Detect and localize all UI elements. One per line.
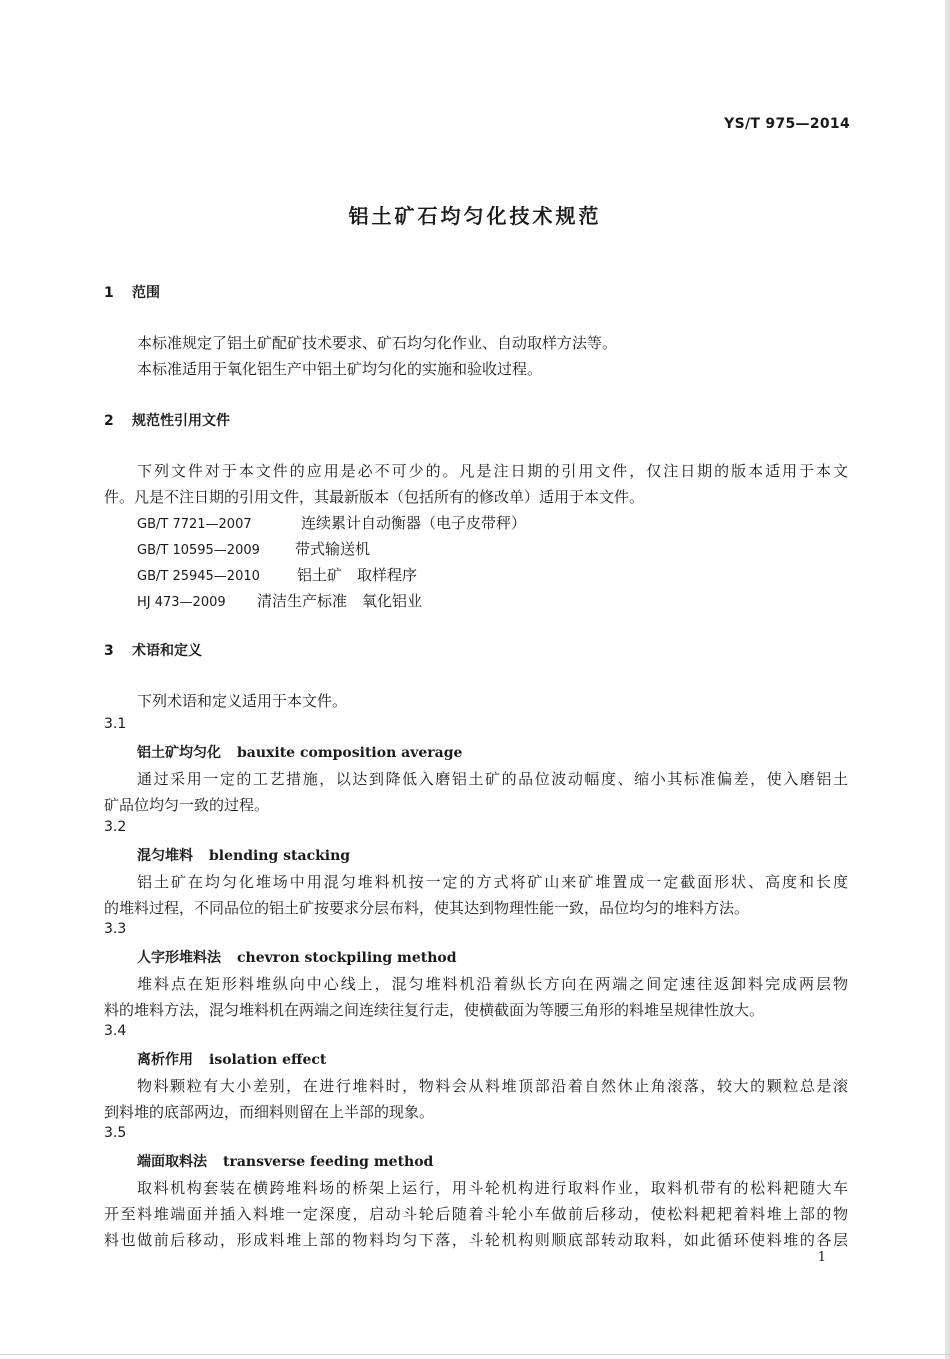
document-code: YS/T 975—2014 (724, 116, 850, 132)
definition-line: 铝土矿在均匀化堆场中用混匀堆料机按一定的方式将矿山来矿堆置成一定截面形状、高度和长度 (137, 873, 848, 891)
definition-line: 料的堆料方法，混匀堆料机在两端之间连续往复行走，使横截面为等腰三角形的料堆呈规律性放大。 (104, 1001, 765, 1019)
definition-line: 通过采用一定的工艺措施，以达到降低入磨铝土矿的品位波动幅度、缩小其标准偏差，使入磨铝土 (137, 770, 848, 788)
reference-title: 连续累计自动衡器（电子皮带秤） (301, 514, 527, 532)
term-chinese: 人字形堆料法 (137, 950, 221, 966)
definition-line: 料也做前后移动，形成料堆上部的物料均匀下落，斗轮机构则顺底部转动取料，如此循环使料堆的各层 (104, 1231, 848, 1249)
term-number: 3.5 (104, 1125, 127, 1141)
term-english: chevron stockpiling method (237, 950, 457, 966)
section-number: 1 (104, 285, 114, 301)
term-number: 3.2 (104, 819, 127, 835)
term-number: 3.1 (104, 716, 127, 732)
term-chinese: 混匀堆料 (137, 848, 193, 864)
section-number: 2 (104, 413, 114, 429)
section-title: 术语和定义 (132, 643, 202, 659)
term-number: 3.4 (104, 1023, 127, 1039)
section-3-heading (104, 640, 202, 660)
definition-line: 取料机构套装在横跨堆料场的桥架上运行，用斗轮机构进行取料作业，取料机带有的松料耙随大车 (137, 1179, 848, 1197)
definition-line: 矿品位均匀一致的过程。 (104, 796, 270, 814)
term-number: 3.3 (104, 921, 127, 937)
term-heading (137, 1151, 433, 1171)
paragraph-line: 件。凡是不注日期的引用文件，其最新版本（包括所有的修改单）适用于本文件。 (104, 488, 645, 506)
term-english: transverse feeding method (223, 1154, 434, 1170)
reference-code: HJ 473—2009 (137, 595, 226, 610)
reference-code: GB/T 10595—2009 (137, 543, 260, 558)
paragraph: 本标准规定了铝土矿配矿技术要求、矿石均匀化作业、自动取样方法等。 (137, 334, 618, 352)
term-english: isolation effect (209, 1052, 327, 1068)
paragraph: 下列术语和定义适用于本文件。 (137, 692, 348, 710)
reference-code: GB/T 25945—2010 (137, 569, 260, 584)
section-number: 3 (104, 643, 114, 659)
term-chinese: 离析作用 (137, 1052, 193, 1068)
reference-title: 清洁生产标准 氧化铝业 (257, 592, 423, 610)
reference-title: 铝土矿 取样程序 (297, 566, 418, 584)
term-heading (137, 845, 350, 865)
term-heading (137, 1049, 326, 1069)
section-title: 规范性引用文件 (132, 413, 230, 429)
definition-line: 到料堆的底部两边，而细料则留在上半部的现象。 (104, 1103, 435, 1121)
term-chinese: 端面取料法 (137, 1154, 207, 1170)
reference-item (137, 512, 526, 533)
term-chinese: 铝土矿均匀化 (137, 745, 221, 761)
reference-item (137, 538, 370, 559)
definition-line: 堆料点在矩形料堆纵向中心线上，混匀堆料机沿着纵长方向在两端之间定速往返卸料完成两层物 (137, 975, 848, 993)
term-heading (137, 742, 462, 762)
definition-line: 开至料堆端面并插入料堆一定深度，启动斗轮后随着斗轮小车做前后移动，使松料耙耙着料堆上部的物 (104, 1205, 848, 1223)
section-1-heading (104, 282, 160, 302)
reference-title: 带式输送机 (295, 540, 371, 558)
definition-line: 的堆料过程，不同品位的铝土矿按要求分层布料，使其达到物理性能一致，品位均匀的堆料方法。 (104, 899, 750, 917)
reference-item (137, 590, 422, 611)
paragraph: 本标准适用于氧化铝生产中铝土矿均匀化的实施和验收过程。 (137, 360, 543, 378)
paragraph-line: 下列文件对于本文件的应用是必不可少的。凡是注日期的引用文件，仅注日期的版本适用于本文 (137, 462, 848, 480)
page-bottom-edge (0, 1354, 950, 1355)
term-english: bauxite composition average (237, 745, 463, 761)
document-title: 铝土矿石均匀化技术规范 (348, 204, 602, 228)
section-title: 范围 (132, 285, 160, 301)
section-2-heading (104, 410, 230, 430)
term-english: blending stacking (209, 848, 351, 864)
page-number: 1 (817, 1250, 826, 1265)
reference-code: GB/T 7721—2007 (137, 517, 252, 532)
definition-line: 物料颗粒有大小差别，在进行堆料时，物料会从料堆顶部沿着自然休止角滚落，较大的颗粒总是滚 (137, 1077, 848, 1095)
term-heading (137, 947, 457, 967)
reference-item (137, 564, 417, 585)
